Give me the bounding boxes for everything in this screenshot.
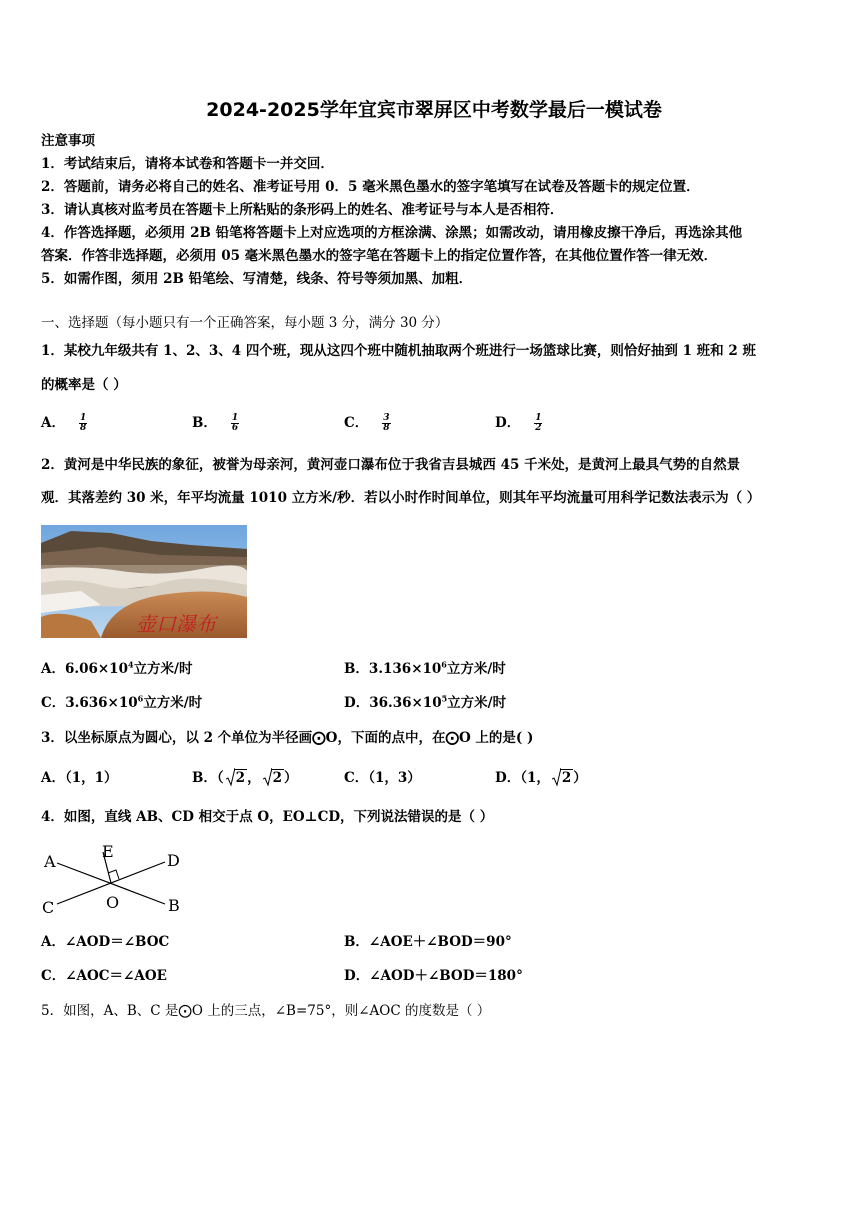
- section-heading: 一、选择题（每小题只有一个正确答案，每小题 3 分，满分 30 分）: [41, 315, 449, 331]
- fraction: $\frac{3}{8}$: [383, 413, 390, 433]
- q2-option-d[interactable]: D．$36.36\times 10^5$立方米/时: [344, 693, 507, 711]
- photo-caption: 壶口瀑布: [136, 612, 216, 636]
- q4-stem: 4．如图，直线 AB、CD 相交于点 O，EO⊥CD，下列说法错误的是（ ）: [41, 809, 494, 825]
- q1-option-d[interactable]: D． $\frac{1}{2}$: [495, 413, 542, 433]
- q3-option-c[interactable]: C．（1，3）: [344, 770, 421, 786]
- notice-item: 3．请认真核对监考员在答题卡上所粘贴的条形码上的姓名、准考证号与本人是否相符．: [41, 202, 564, 218]
- q4-option-a[interactable]: A．∠AOD＝∠BOC: [41, 934, 170, 950]
- notice-item: 答案．作答非选择题，必须用 05 毫米黑色墨水的签字笔在答题卡上的指定位置作答，在其他位置作答一律无效．: [41, 248, 718, 264]
- fraction: $\frac{1}{2}$: [535, 413, 542, 433]
- q3-stem: 3．以坐标原点为圆心，以 2 个单位为半径画⨀O，下面的点中，在⨀O 上的是( ): [41, 730, 534, 746]
- sqrt-symbol: 2: [226, 769, 247, 787]
- q3-option-a[interactable]: A．（1，1）: [41, 770, 118, 786]
- label-c: C: [42, 898, 55, 917]
- q2-stem-line1: 2．黄河是中华民族的象征，被誉为母亲河，黄河壶口瀑布位于我省吉县城西 45 千米处，是黄河上最具气势的自然景: [41, 457, 741, 473]
- notice-item: 1．考试结束后，请将本试卷和答题卡一并交回．: [41, 156, 334, 172]
- q4-option-d[interactable]: D．∠AOD＋∠BOD＝180°: [344, 968, 523, 984]
- exam-title: 2024-2025学年宜宾市翠屏区中考数学最后一模试卷: [206, 99, 662, 121]
- q3-option-d[interactable]: D．（1， 2 ）: [495, 770, 587, 786]
- q3-option-b[interactable]: B．（ 2 ， 2 ）: [192, 770, 298, 786]
- notice-item: 5．如需作图，须用 2B 铅笔绘、写清楚，线条、符号等须加黑、加粗．: [41, 271, 473, 287]
- q1-option-c[interactable]: C． $\frac{3}{8}$: [344, 413, 390, 433]
- label-d: D: [167, 851, 180, 870]
- q2-option-a[interactable]: A．$6.06\times 10^4$立方米/时: [41, 659, 193, 677]
- q1-stem-line2: 的概率是（ ）: [41, 377, 127, 393]
- notice-item: 4．作答选择题，必须用 2B 铅笔将答题卡上对应选项的方框涂满、涂黑；如需改动，请用橡皮擦干净后，再选涂其他: [41, 225, 743, 241]
- q1-option-a[interactable]: A． $\frac{1}{8}$: [41, 413, 87, 433]
- q2-option-c[interactable]: C．$3.636\times 10^6$立方米/时: [41, 693, 203, 711]
- q1-option-b[interactable]: B． $\frac{1}{6}$: [192, 413, 239, 433]
- label-o: O: [106, 893, 120, 912]
- q4-option-b[interactable]: B．∠AOE＋∠BOD＝90°: [344, 934, 512, 950]
- notice-heading: 注意事项: [41, 133, 95, 149]
- q2-option-b[interactable]: B．$3.136\times 10^6$立方米/时: [344, 659, 506, 677]
- label-a: A: [44, 852, 56, 871]
- notice-item: 2．答题前，请务必将自己的姓名、准考证号用 0．5 毫米黑色墨水的签字笔填写在试卷及答题卡的规定位置．: [41, 179, 700, 195]
- sqrt-symbol: 2: [263, 769, 284, 787]
- label-e: E: [102, 842, 114, 861]
- fraction: $\frac{1}{6}$: [231, 413, 239, 433]
- label-b: B: [168, 896, 180, 915]
- sqrt-symbol: 2: [552, 769, 573, 787]
- waterfall-image: [41, 525, 247, 638]
- q2-stem-line2: 观．其落差约 30 米，年平均流量 1010 立方米/秒．若以小时作时间单位，则其年平均流量可用科学记数法表示为（ ）: [41, 490, 761, 506]
- q4-option-c[interactable]: C．∠AOC＝∠AOE: [41, 968, 167, 984]
- q5-stem: 5．如图，A、B、C 是⨀O 上的三点，∠B=75°，则∠AOC 的度数是（ ）: [41, 1003, 491, 1019]
- q1-stem-line1: 1．某校九年级共有 1、2、3、4 四个班，现从这四个班中随机抽取两个班进行一场篮球比赛，则恰好抽到 1 班和 2 班: [41, 343, 756, 359]
- intersecting-lines-figure: [40, 838, 190, 920]
- fraction: $\frac{1}{8}$: [79, 413, 87, 433]
- hukou-waterfall-photo: [41, 525, 247, 638]
